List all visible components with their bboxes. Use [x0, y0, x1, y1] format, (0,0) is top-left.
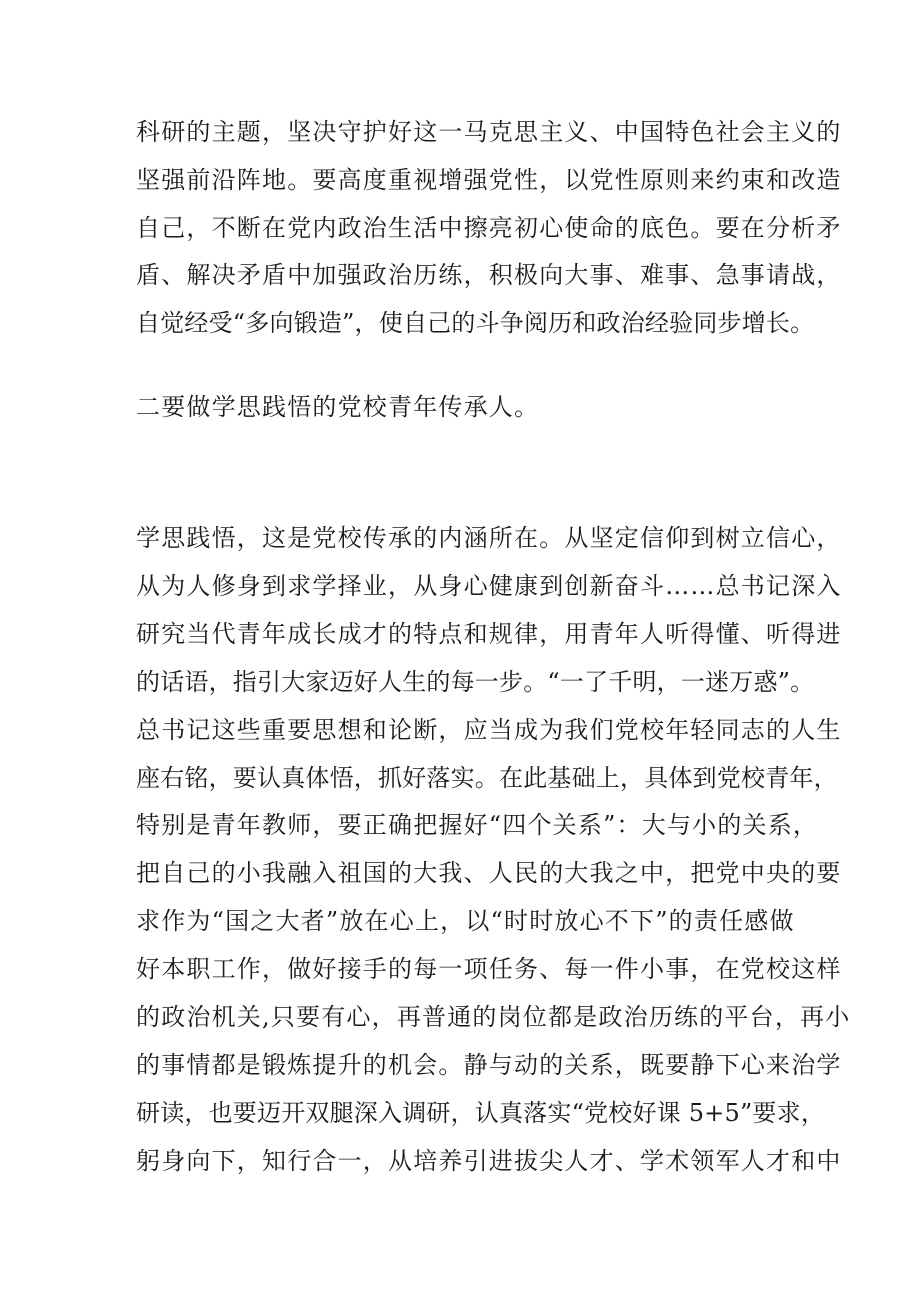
paragraph-1-line-3: 自己，不断在党内政治生活中擦亮初心使命的底色。要在分析矛	[136, 214, 842, 242]
paragraph-2-line-3: 研究当代青年成长成才的特点和规律，用青年人听得懂、听得进	[136, 620, 842, 648]
paragraph-2-line-5: 总书记这些重要思想和论断，应当成为我们党校年轻同志的人生	[136, 716, 842, 744]
paragraph-2-line-13: 研读，也要迈开双腿深入调研，认真落实“党校好课 5+5”要求，	[136, 1099, 826, 1127]
paragraph-1-line-5: 自觉经受“多向锻造”，使自己的斗争阅历和政治经验同步增长。	[136, 309, 815, 337]
paragraph-1-line-1: 科研的主题，坚决守护好这一马克思主义、中国特色社会主义的	[136, 118, 842, 146]
paragraph-2-line-4: 的话语，指引大家迈好人生的每一步。“一了千明，一迷万惑”。	[136, 668, 815, 696]
paragraph-2-line-12: 的事情都是锻炼提升的机会。静与动的关系，既要静下心来治学	[136, 1051, 842, 1079]
paragraph-1-line-2: 坚强前沿阵地。要高度重视增强党性，以党性原则来约束和改造	[136, 166, 842, 194]
paragraph-2-line-7: 特别是青年教师，要正确把握好“四个关系”：大与小的关系，	[136, 811, 819, 839]
paragraph-2-line-8: 把自己的小我融入祖国的大我、人民的大我之中，把党中央的要	[136, 859, 842, 887]
paragraph-2-line-1: 学思践悟，这是党校传承的内涵所在。从坚定信仰到树立信心，	[136, 524, 842, 552]
paragraph-2-line-9: 求作为“国之大者”放在心上，以“时时放心不下”的责任感做	[136, 907, 795, 935]
paragraph-2-line-14: 躬身向下，知行合一，从培养引进拔尖人才、学术领军人才和中	[136, 1147, 842, 1175]
paragraph-2-line-11: 的政治机关,只要有心，再普通的岗位都是政治历练的平台，再小	[136, 1003, 851, 1031]
paragraph-2-line-2: 从为人修身到求学择业，从身心健康到创新奋斗……总书记深入	[136, 572, 842, 600]
section-heading: 二要做学思践悟的党校青年传承人。	[136, 393, 540, 421]
paragraph-2-line-6: 座右铭，要认真体悟，抓好落实。在此基础上，具体到党校青年，	[136, 764, 838, 792]
paragraph-2-line-10: 好本职工作，做好接手的每一项任务、每一件小事，在党校这样	[136, 955, 842, 983]
paragraph-1-line-4: 盾、解决矛盾中加强政治历练，积极向大事、难事、急事请战，	[136, 261, 842, 289]
